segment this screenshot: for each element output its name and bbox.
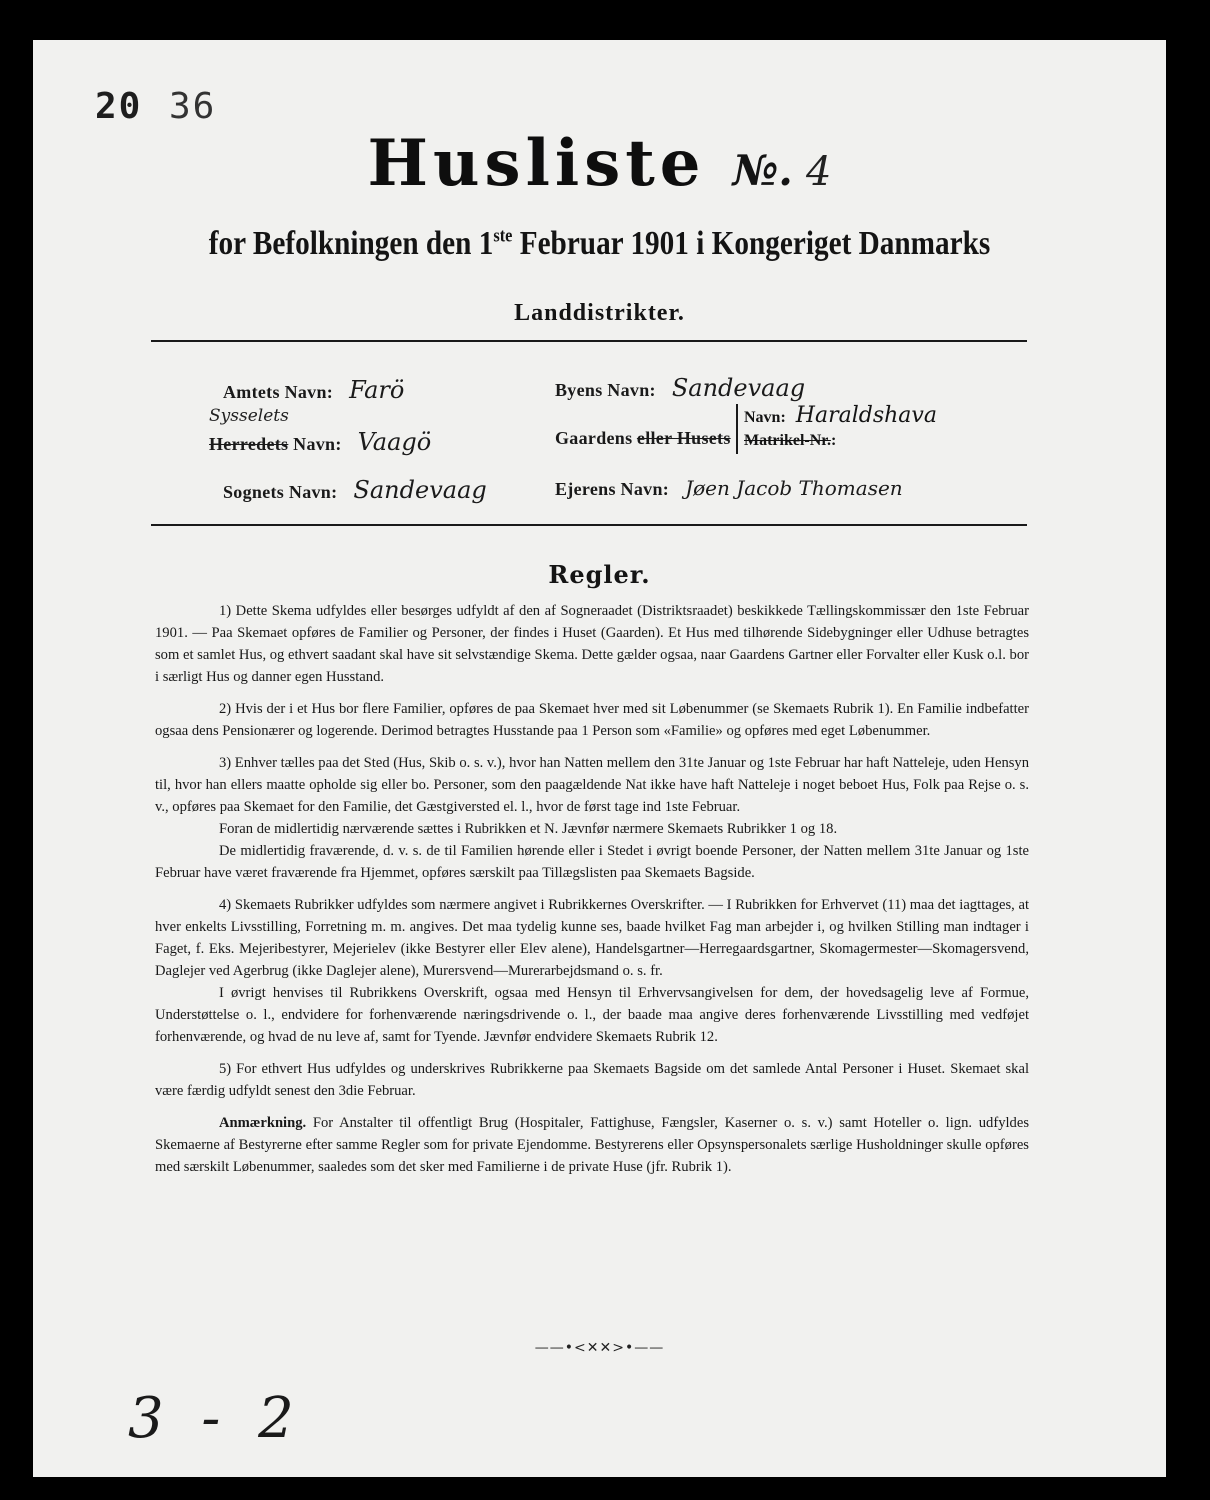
rule-3-fravaerende: De midlertidig fraværende, d. v. s. de til Familien hørende eller i Stedet i øvrigt boende Personer, der Natten mellem 31te Januar og 1ste Februar have været fraværende fra Hjemmet, opføres særskilt paa Tillægslisten paa Skemaets Bagside. xyxy=(155,843,1029,881)
divider-top xyxy=(151,340,1027,342)
district-type: Landdistrikter. xyxy=(514,300,685,326)
matrikel-row xyxy=(744,429,937,452)
gaard-navn-label: Navn: xyxy=(744,409,786,426)
by-field xyxy=(555,374,805,402)
divider-bottom xyxy=(151,524,1027,526)
ejer-label: Ejerens Navn: xyxy=(555,479,670,499)
by-label: Byens Navn: xyxy=(555,380,656,400)
document-title: Husliste xyxy=(367,126,706,201)
sogn-field xyxy=(223,476,487,504)
annotation xyxy=(155,1112,1029,1178)
rule-2: 2) Hvis der i et Hus bor flere Familier, opføres de paa Skemaet hver med sit Løbenummer (se Skemaets Rubrik 1). En Familie indbefatter ogsaa dens Pensionærer og logerende. Derimod betragtes Husstande paa 1 Person som «Familie» og opføres med eget Løbenummer. xyxy=(155,701,1029,739)
herred-field xyxy=(209,428,431,456)
rule-3-foran: Foran de midlertidig nærværende sættes i Rubrikken et N. Jævnfør nærmere Skemaets Rubrikker 1 og 18. xyxy=(219,821,838,837)
document-page xyxy=(33,40,1166,1477)
gaard-navn-row xyxy=(744,404,937,429)
herred-label: Navn: xyxy=(288,434,342,454)
gaard-name-block xyxy=(736,404,937,454)
subtitle-pre: for Befolkningen den 1 xyxy=(208,225,494,262)
archive-stamp-right: 36 xyxy=(169,86,217,127)
matrikel-label-struck: Matrikel-Nr. xyxy=(744,432,831,449)
ejer-value: Jøen Jacob Thomasen xyxy=(685,476,903,500)
ornament-divider: ——•<✕✕>•—— xyxy=(534,1340,665,1356)
rule-1: 1) Dette Skema udfyldes eller besørges udfyldt af den af Sogneraadet (Distriktsraadet) beskikkede Tællingskommissær den 1ste Februar 1901. — Paa Skemaet opføres de Familier og Personer, der findes i Huset (Gaarden). Et Hus med tilhørende Sidebygninger eller Udhuse betragtes som et samlet Hus, og ethvert saadant skal have sit selvstændige Skema. Dette gælder ogsaa, naar Gaardens Gartner eller Forvalter eller Kusk o.l. bor i særligt Hus og danner egen Husstand. xyxy=(155,603,1029,685)
rule-5: 5) For ethvert Hus udfyldes og underskrives Rubrikkerne paa Skemaets Bagside om det samlede Antal Personer i Huset. Skemaet skal være færdig udfyldt senest den 3die Februar. xyxy=(155,1061,1029,1099)
herred-label-struck: Herredets xyxy=(209,434,289,454)
subtitle xyxy=(112,225,1086,263)
herred-correction xyxy=(209,406,289,426)
rule-4: 4) Skemaets Rubrikker udfyldes som nærmere angivet i Rubrikkernes Overskrifter. — I Rubrikken for Erhvervet (11) maa det iagttages, at hver enkelts Livsstilling, Forretning m. m. angives. Det maa tydelig kunne ses, baade hvilket Fag man arbejder i, og hvilken Stilling man indtager i Faget, f. Eks. Mejeribestyrer, Mejerielev (ikke Bestyrer eller Elev alene), Handelsgartner—Herregaardsgartner, Skomagermester—Skomagersvend, Daglejer ved Agerbrug (ikke Daglejer alene), Murersvend—Murerarbejdsmand o. s. fr. xyxy=(155,897,1029,979)
sogn-value: Sandevaag xyxy=(353,476,487,504)
ejer-field xyxy=(555,476,903,500)
gaard-label: Gaardens xyxy=(555,428,633,448)
list-number: 4 xyxy=(805,149,832,195)
gaard-label-struck: eller Husets xyxy=(636,428,731,448)
amt-value: Farö xyxy=(349,376,405,404)
rules-heading: Regler. xyxy=(548,560,651,589)
gaard-field xyxy=(555,428,731,449)
sogn-label: Sognets Navn: xyxy=(223,482,338,502)
herred-correction-text: Sysselets xyxy=(209,406,289,426)
archive-stamp-left: 20 xyxy=(95,86,143,127)
subtitle-sup: ste xyxy=(493,225,513,247)
matrikel-colon: : xyxy=(830,432,837,449)
rule-4-oevrigt: I øvrigt henvises til Rubrikkens Overskrift, ogsaa med Hensyn til Erhvervsangivelsen for dem, der hovedsagelig leve af Formue, Understøttelse o. l., endvidere for forhenværende næringsdrivende o. l., der baade maa angive deres forhenværende Livsstilling med vedføjet forhenværende, og hvad de nu leve af, samt for Tyende. Jævnfør endvidere Skemaets Rubrik 12. xyxy=(155,985,1029,1045)
rule-3: 3) Enhver tælles paa det Sted (Hus, Skib o. s. v.), hvor han Natten mellem den 31te Januar og 1ste Februar har haft Natteleje, uden Hensyn til, hvor han ellers maatte opholde sig eller bo. Personer, som den paagældende Nat ikke have haft Natteleje i noget beboet Hus, Folk paa Rejse o. s. v., opføres paa Skemaet for den Familie, det Gæstgiversted el. l., hvor de først tage ind 1ste Februar. xyxy=(155,755,1030,815)
amt-label: Amtets Navn: xyxy=(223,382,334,402)
title-row xyxy=(33,126,1166,201)
annotation-label: Anmærkning. xyxy=(219,1115,307,1131)
annotation-text: For Anstalter til offentligt Brug (Hospitaler, Fattighuse, Fængsler, Kaserner o. s. v.) samt Hoteller o. lign. udfyldes Skemaerne af Bestyrerne efter samme Regler som for private Ejendomme. Bestyrerens eller Opsynspersonalets særlige Husholdninger skulle opføres med særskilt Løbenummer, saaledes som det sker med Familierne i de private Huse (jfr. Rubrik 1). xyxy=(155,1115,1029,1175)
handwritten-note: 3 - 2 xyxy=(128,1386,304,1451)
gaard-navn-value: Haraldshava xyxy=(795,403,937,428)
amt-field xyxy=(223,376,404,404)
number-mark: №. xyxy=(732,146,793,195)
subtitle-post: Februar 1901 i Kongeriget Danmarks xyxy=(512,225,991,262)
rules-body xyxy=(155,600,1029,1188)
herred-value: Vaagö xyxy=(357,428,432,456)
by-value: Sandevaag xyxy=(671,374,806,402)
